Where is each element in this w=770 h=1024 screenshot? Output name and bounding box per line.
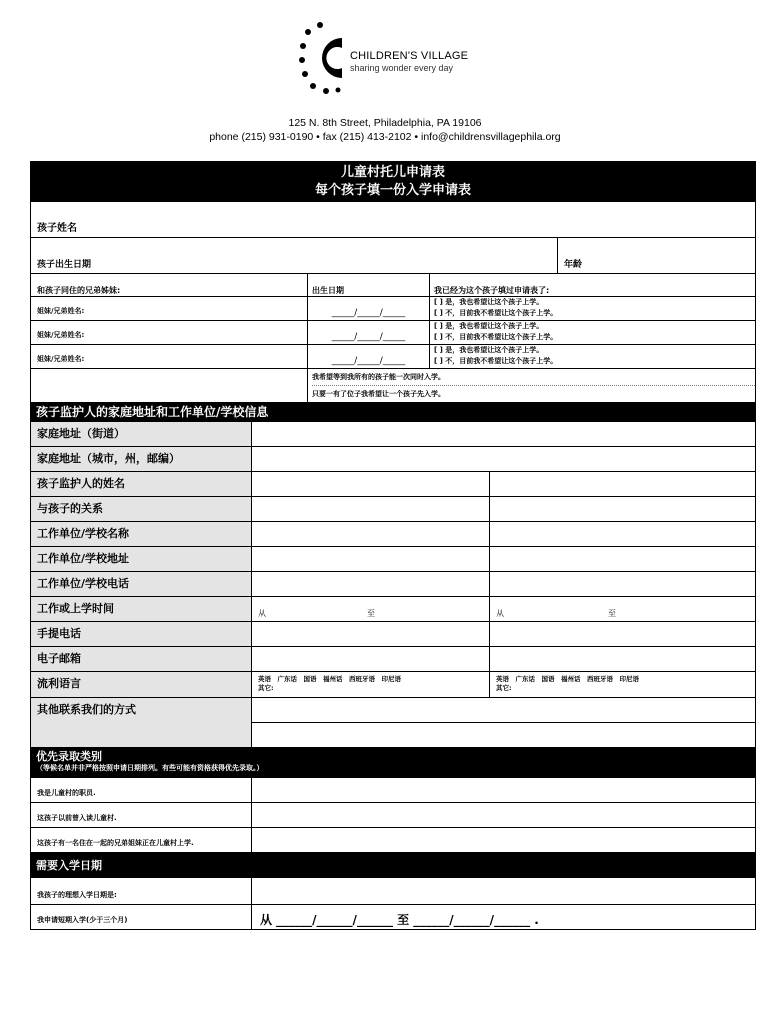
child-name-label: 孩子姓名	[37, 223, 77, 234]
guardian-section-title: 孩子监护人的家庭地址和工作单位/学校信息	[30, 403, 756, 422]
guardian-row	[30, 547, 756, 572]
guardian2-employer-phone-field[interactable]	[490, 572, 755, 596]
guardian1-mobile-field[interactable]	[252, 622, 490, 646]
guardian-label: 电子邮箱	[31, 647, 252, 671]
sibling-name-field[interactable]	[31, 321, 308, 344]
org-tagline: sharing wonder every day	[350, 63, 454, 73]
sibling-option-no[interactable]: [ ] 不，目前我不希望让这个孩子上学。	[434, 357, 558, 365]
priority-section-header	[30, 748, 756, 778]
sibling-name-label: 姐妹/兄弟姓名:	[37, 307, 85, 315]
priority-row	[30, 828, 756, 853]
sibling-applied-options	[430, 345, 755, 368]
start-section-title: 需要入学日期	[30, 853, 756, 878]
priority-sibling-field[interactable]	[252, 828, 755, 852]
option-all-together[interactable]: 我希望等到我所有的孩子能一次同时入学。	[312, 369, 755, 386]
address-block	[0, 116, 770, 144]
guardian-label: 工作单位/学校名称	[31, 522, 252, 546]
guardian-row	[30, 472, 756, 497]
priority-section-title: 优先录取类别	[36, 750, 102, 763]
guardian2-name-field[interactable]	[490, 472, 755, 496]
priority-row	[30, 778, 756, 803]
guardian2-hours-field[interactable]	[490, 597, 755, 621]
guardian-label: 孩子监护人的姓名	[31, 472, 252, 496]
street-address: 125 N. 8th Street, Philadelphia, PA 19106	[288, 117, 482, 129]
languages-options: 英语 广东话 国语 福州话 西班牙语 印尼语	[496, 675, 639, 683]
priority-note: （等候名单并非严格按照申请日期排列。有些可能有资格获得优先录取。）	[36, 764, 264, 772]
time-to-label: 至	[367, 609, 375, 618]
sibling-dob-field[interactable]: _____/_____/_____	[308, 321, 430, 344]
guardian1-email-field[interactable]	[252, 647, 490, 671]
child-name-row[interactable]	[30, 202, 756, 238]
languages-options: 英语 广东话 国语 福州话 西班牙语 印尼语	[258, 675, 401, 683]
guardian-row	[30, 522, 756, 547]
guardian2-mobile-field[interactable]	[490, 622, 755, 646]
sibling-applied-options	[430, 321, 755, 344]
guardian2-employer-field[interactable]	[490, 522, 755, 546]
guardian1-name-field[interactable]	[252, 472, 490, 496]
guardian-row	[30, 672, 756, 698]
time-from-label: 从	[258, 609, 266, 618]
guardian2-employer-address-field[interactable]	[490, 547, 755, 571]
sibling-dob-header: 出生日期	[308, 274, 430, 296]
form-title	[30, 161, 756, 202]
city-state-zip-field[interactable]	[252, 447, 755, 471]
org-name: CHILDREN'S VILLAGE	[350, 50, 469, 62]
guardian1-employer-field[interactable]	[252, 522, 490, 546]
guardian1-hours-field[interactable]	[252, 597, 490, 621]
child-dob-row	[30, 238, 756, 274]
other-contact-field[interactable]	[252, 698, 755, 747]
guardian-label: 工作单位/学校电话	[31, 572, 252, 596]
priority-label: 我是儿童村的职员.	[31, 778, 252, 802]
sibling-option-yes[interactable]: [ ] 是，我也希望让这个孩子上学。	[434, 298, 544, 306]
application-form	[30, 161, 756, 930]
child-dob-field[interactable]	[31, 238, 558, 273]
enrollment-preference-row	[30, 369, 756, 403]
sibling-row	[30, 297, 756, 321]
sibling-name-field[interactable]	[31, 297, 308, 320]
start-row	[30, 905, 756, 930]
guardian-label: 与孩子的关系	[31, 497, 252, 521]
guardian-label: 家庭地址（城市，州，邮编）	[31, 447, 252, 471]
short-term-label: 我申请短期入学(少于三个月)	[31, 905, 252, 929]
priority-label: 这孩子有一名住在一起的兄弟姐妹正在儿童村上学.	[31, 828, 252, 852]
guardian-row	[30, 698, 756, 748]
contact-line: phone (215) 931-0190 • fax (215) 413-2102 • info@childrensvillagephila.org	[209, 131, 561, 143]
sibling-option-no[interactable]: [ ] 不，目前我不希望让这个孩子上学。	[434, 309, 558, 317]
guardian-row	[30, 572, 756, 597]
guardian1-relationship-field[interactable]	[252, 497, 490, 521]
guardian2-email-field[interactable]	[490, 647, 755, 671]
short-term-dates-field[interactable]: 从 ______/______/______ 至 ______/______/______ .	[260, 913, 539, 927]
priority-staff-field[interactable]	[252, 778, 755, 802]
time-to-label: 至	[608, 609, 616, 618]
guardian-label: 流利语言	[31, 672, 252, 697]
form-title-line1: 儿童村托儿申请表	[340, 165, 445, 180]
guardian-row	[30, 622, 756, 647]
age-label: 年龄	[564, 260, 583, 270]
guardian-row	[30, 422, 756, 447]
languages-other: 其它:	[258, 684, 274, 692]
street-address-field[interactable]	[252, 422, 755, 446]
guardian-row	[30, 647, 756, 672]
logo-mark-icon	[298, 18, 350, 98]
guardian-row	[30, 447, 756, 472]
sibling-name-label: 姐妹/兄弟姓名:	[37, 331, 85, 339]
priority-row	[30, 803, 756, 828]
guardian-label: 手提电话	[31, 622, 252, 646]
sibling-option-yes[interactable]: [ ] 是，我也希望让这个孩子上学。	[434, 346, 544, 354]
form-title-line2: 每个孩子填一份入学申请表	[314, 183, 471, 198]
time-from-label: 从	[496, 609, 504, 618]
priority-former-student-field[interactable]	[252, 803, 755, 827]
age-field[interactable]	[558, 238, 755, 273]
guardian-row	[30, 497, 756, 522]
logo	[298, 18, 498, 98]
sibling-applied-options	[430, 297, 755, 320]
guardian-label: 家庭地址（街道）	[31, 422, 252, 446]
guardian2-relationship-field[interactable]	[490, 497, 755, 521]
option-one-first[interactable]: 只要一有了位子我希望让一个孩子先入学。	[312, 389, 445, 398]
child-dob-label: 孩子出生日期	[37, 260, 92, 270]
guardian1-employer-address-field[interactable]	[252, 547, 490, 571]
guardian-row	[30, 597, 756, 622]
sibling-dob-field[interactable]: _____/_____/_____	[308, 297, 430, 320]
sibling-applied-header: 我已经为这个孩子填过申请表了:	[434, 286, 550, 295]
priority-label: 这孩子以前曾入读儿童村.	[31, 803, 252, 827]
sibling-dob-field[interactable]: _____/_____/_____	[308, 345, 430, 368]
guardian2-languages-field[interactable]	[490, 672, 755, 697]
guardian1-employer-phone-field[interactable]	[252, 572, 490, 596]
sibling-row	[30, 321, 756, 345]
siblings-header-row	[30, 274, 756, 297]
guardian-label: 工作单位/学校地址	[31, 547, 252, 571]
sibling-option-yes[interactable]: [ ] 是，我也希望让这个孩子上学。	[434, 322, 544, 330]
guardian-label: 其他联系我们的方式	[31, 698, 252, 747]
sibling-option-no[interactable]: [ ] 不，目前我不希望让这个孩子上学。	[434, 333, 558, 341]
siblings-header-label: 和孩子同住的兄弟姊妹:	[31, 274, 308, 296]
guardian1-languages-field[interactable]	[252, 672, 490, 697]
desired-start-label: 我孩子的理想入学日期是:	[31, 878, 252, 904]
guardian-label: 工作或上学时间	[31, 597, 252, 621]
languages-other: 其它:	[496, 684, 512, 692]
sibling-row	[30, 345, 756, 369]
start-row	[30, 878, 756, 905]
desired-start-field[interactable]	[252, 878, 755, 904]
enrollment-preference-options	[308, 369, 755, 402]
sibling-name-label: 姐妹/兄弟姓名:	[37, 355, 85, 363]
sibling-name-field[interactable]	[31, 345, 308, 368]
